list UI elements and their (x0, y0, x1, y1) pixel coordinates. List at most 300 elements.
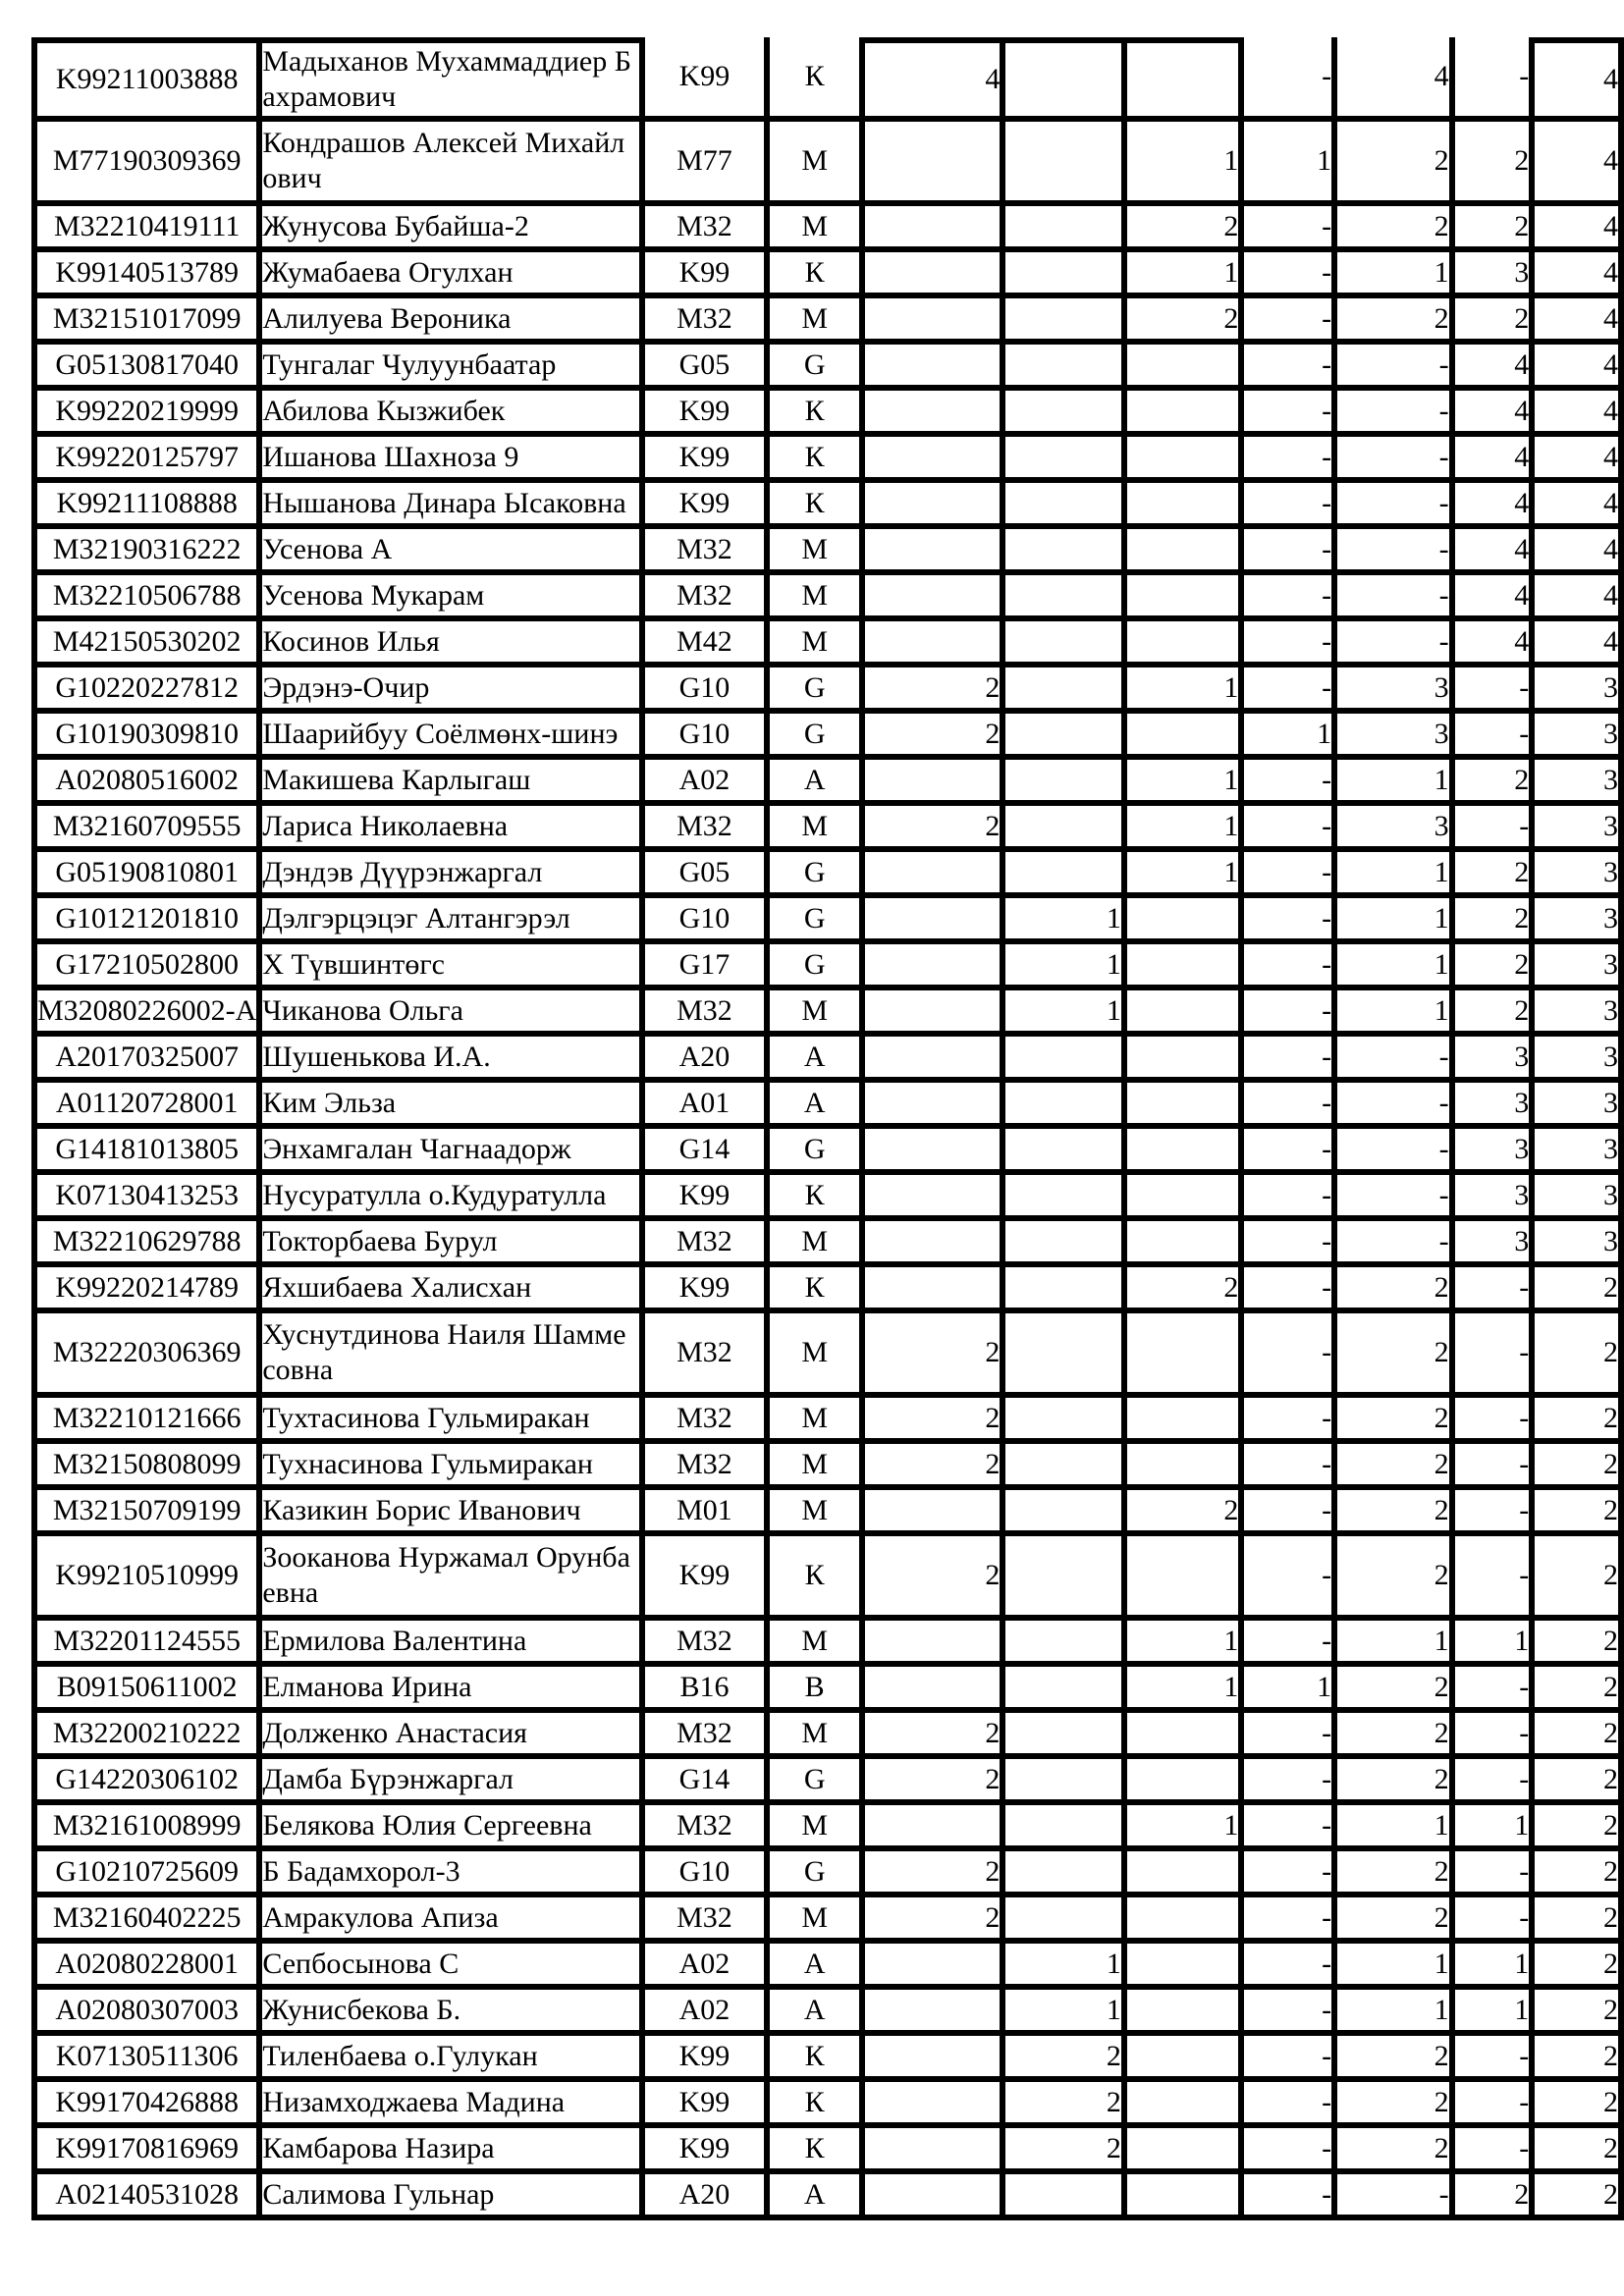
cell-letter: М (770, 1221, 865, 1267)
cell-id: K99220214789 (37, 1267, 262, 1313)
cell-id: М32190316222 (37, 529, 262, 575)
cell-score-4: - (1244, 667, 1337, 714)
cell-subtotal: 2 (1337, 206, 1455, 252)
cell-score-5: 2 (1455, 944, 1536, 990)
cell-id: K99220125797 (37, 437, 262, 483)
table-row (37, 1037, 1624, 1083)
table-row (37, 898, 1624, 944)
cell-score-4: - (1244, 1944, 1337, 1990)
cell-score-4: - (1244, 391, 1337, 437)
cell-score-4: - (1244, 1267, 1337, 1313)
cell-id: A02080307003 (37, 1990, 262, 2036)
cell-score-1: 2 (865, 714, 1005, 760)
table-row (37, 483, 1624, 529)
cell-name: Жунисбекова Б. (262, 1990, 644, 2036)
cell-score-5: 3 (1455, 1083, 1536, 1129)
table-row (37, 1990, 1624, 2036)
cell-subtotal: 3 (1337, 667, 1455, 714)
cell-score-2: 2 (1005, 2036, 1127, 2082)
cell-score-4: - (1244, 345, 1337, 391)
cell-score-1 (865, 944, 1005, 990)
cell-score-5: 2 (1455, 122, 1536, 206)
cell-total: 2 (1535, 1805, 1624, 1851)
cell-score-3 (1127, 1313, 1245, 1398)
cell-name: Ермилова Валентина (262, 1621, 644, 1667)
cell-code: K99 (645, 2082, 771, 2128)
cell-name: Нусуратулла о.Кудуратулла (262, 1175, 644, 1221)
cell-score-2 (1005, 575, 1127, 621)
cell-id: G14181013805 (37, 1129, 262, 1175)
cell-code: М32 (645, 575, 771, 621)
cell-score-4: - (1244, 1536, 1337, 1621)
table-row (37, 1129, 1624, 1175)
cell-score-2 (1005, 621, 1127, 667)
cell-score-1: 2 (865, 806, 1005, 852)
cell-name: Дэндэв Дүүрэнжаргал (262, 852, 644, 898)
cell-code: М32 (645, 1805, 771, 1851)
cell-score-1 (865, 2082, 1005, 2128)
cell-letter: К (770, 1267, 865, 1313)
table-row (37, 2128, 1624, 2174)
table-row (37, 1398, 1624, 1444)
cell-letter: К (770, 2036, 865, 2082)
cell-total: 2 (1535, 2128, 1624, 2174)
cell-score-4: - (1244, 1805, 1337, 1851)
cell-score-3 (1127, 1398, 1245, 1444)
cell-score-2 (1005, 667, 1127, 714)
cell-subtotal: 1 (1337, 1621, 1455, 1667)
cell-name: Чиканова Ольга (262, 990, 644, 1037)
cell-score-4: - (1244, 2128, 1337, 2174)
cell-score-4: - (1244, 1037, 1337, 1083)
cell-subtotal: 2 (1337, 298, 1455, 345)
cell-subtotal: 1 (1337, 852, 1455, 898)
cell-score-5: - (1455, 1267, 1536, 1313)
cell-letter: G (770, 898, 865, 944)
cell-score-1 (865, 2128, 1005, 2174)
table-row (37, 1759, 1624, 1805)
cell-total: 2 (1535, 1621, 1624, 1667)
table-row (37, 2082, 1624, 2128)
cell-name: Дэлгэрцэцэг Алтангэрэл (262, 898, 644, 944)
cell-score-2 (1005, 1444, 1127, 1490)
cell-score-3: 2 (1127, 1267, 1245, 1313)
cell-score-1 (865, 252, 1005, 298)
cell-score-3 (1127, 2036, 1245, 2082)
cell-total: 4 (1535, 37, 1624, 122)
cell-letter: М (770, 621, 865, 667)
cell-score-5: 2 (1455, 898, 1536, 944)
cell-letter: К (770, 2128, 865, 2174)
cell-score-2 (1005, 345, 1127, 391)
cell-score-2 (1005, 391, 1127, 437)
cell-letter: А (770, 2174, 865, 2220)
cell-score-1 (865, 206, 1005, 252)
cell-id: G14220306102 (37, 1759, 262, 1805)
cell-code: G10 (645, 898, 771, 944)
cell-score-1 (865, 1221, 1005, 1267)
cell-name: Усенова Мукарам (262, 575, 644, 621)
cell-score-5: 3 (1455, 252, 1536, 298)
cell-letter: А (770, 1944, 865, 1990)
cell-name: Ишанова Шахноза 9 (262, 437, 644, 483)
cell-total: 3 (1535, 1083, 1624, 1129)
cell-subtotal: - (1337, 621, 1455, 667)
cell-code: G10 (645, 667, 771, 714)
cell-name: Казикин Борис Иванович (262, 1490, 644, 1536)
cell-score-1: 2 (865, 1713, 1005, 1759)
cell-id: М32160709555 (37, 806, 262, 852)
cell-id: G17210502800 (37, 944, 262, 990)
cell-subtotal: 1 (1337, 1944, 1455, 1990)
cell-score-4: - (1244, 37, 1337, 122)
cell-id: K99170816969 (37, 2128, 262, 2174)
cell-score-4: - (1244, 760, 1337, 806)
cell-score-5: 3 (1455, 1175, 1536, 1221)
cell-name: Алилуева Вероника (262, 298, 644, 345)
cell-subtotal: 3 (1337, 714, 1455, 760)
cell-score-4: - (1244, 621, 1337, 667)
cell-total: 3 (1535, 1175, 1624, 1221)
cell-score-5: - (1455, 667, 1536, 714)
cell-score-4: - (1244, 1897, 1337, 1944)
cell-score-2 (1005, 298, 1127, 345)
cell-code: М32 (645, 206, 771, 252)
cell-score-2 (1005, 1313, 1127, 1398)
cell-letter: М (770, 806, 865, 852)
cell-score-4: - (1244, 1398, 1337, 1444)
cell-score-4: - (1244, 990, 1337, 1037)
cell-score-4: - (1244, 1990, 1337, 2036)
cell-score-5: 1 (1455, 1944, 1536, 1990)
table-row (37, 1897, 1624, 1944)
cell-total: 4 (1535, 529, 1624, 575)
cell-score-5: 2 (1455, 298, 1536, 345)
cell-code: М32 (645, 806, 771, 852)
table-row (37, 1851, 1624, 1897)
cell-letter: К (770, 37, 865, 122)
cell-score-3: 1 (1127, 1805, 1245, 1851)
cell-subtotal: - (1337, 437, 1455, 483)
cell-score-1 (865, 2174, 1005, 2220)
cell-score-2 (1005, 1398, 1127, 1444)
cell-code: K99 (645, 2128, 771, 2174)
cell-name: Кондрашов Алексей Михайлович (262, 122, 644, 206)
cell-score-4: - (1244, 1713, 1337, 1759)
cell-score-2 (1005, 37, 1127, 122)
table-row (37, 437, 1624, 483)
cell-score-3 (1127, 621, 1245, 667)
cell-id: K07130511306 (37, 2036, 262, 2082)
cell-total: 4 (1535, 206, 1624, 252)
cell-score-3 (1127, 1037, 1245, 1083)
cell-score-4: - (1244, 1851, 1337, 1897)
cell-total: 3 (1535, 852, 1624, 898)
cell-score-3 (1127, 575, 1245, 621)
cell-score-3 (1127, 944, 1245, 990)
cell-subtotal: - (1337, 1083, 1455, 1129)
cell-name: Салимова Гульнар (262, 2174, 644, 2220)
cell-score-3: 2 (1127, 1490, 1245, 1536)
cell-total: 3 (1535, 1037, 1624, 1083)
cell-code: K99 (645, 483, 771, 529)
cell-score-1: 2 (865, 667, 1005, 714)
cell-code: М77 (645, 122, 771, 206)
cell-score-2 (1005, 1490, 1127, 1536)
cell-score-4: - (1244, 1759, 1337, 1805)
cell-total: 2 (1535, 2036, 1624, 2082)
cell-id: М32151017099 (37, 298, 262, 345)
table-row (37, 621, 1624, 667)
cell-code: A20 (645, 1037, 771, 1083)
results-table (31, 37, 1624, 2220)
cell-score-1: 2 (865, 1444, 1005, 1490)
cell-score-4: - (1244, 1444, 1337, 1490)
cell-score-4: - (1244, 437, 1337, 483)
cell-score-3 (1127, 529, 1245, 575)
cell-score-1 (865, 2036, 1005, 2082)
cell-id: М77190309369 (37, 122, 262, 206)
cell-id: М42150530202 (37, 621, 262, 667)
cell-total: 4 (1535, 575, 1624, 621)
cell-code: K99 (645, 1175, 771, 1221)
cell-code: М32 (645, 1713, 771, 1759)
cell-score-2 (1005, 1759, 1127, 1805)
cell-score-5: - (1455, 1313, 1536, 1398)
cell-letter: G (770, 345, 865, 391)
cell-name: Усенова А (262, 529, 644, 575)
cell-score-1: 2 (865, 1536, 1005, 1621)
cell-score-1 (865, 898, 1005, 944)
cell-score-2 (1005, 1621, 1127, 1667)
cell-score-2 (1005, 1897, 1127, 1944)
cell-subtotal: 2 (1337, 1667, 1455, 1713)
cell-score-2: 1 (1005, 944, 1127, 990)
cell-total: 3 (1535, 806, 1624, 852)
cell-total: 4 (1535, 437, 1624, 483)
cell-id: A01120728001 (37, 1083, 262, 1129)
cell-score-2 (1005, 252, 1127, 298)
table-row (37, 37, 1624, 122)
table-row (37, 1313, 1624, 1398)
cell-name: Токторбаева Бурул (262, 1221, 644, 1267)
cell-id: М32161008999 (37, 1805, 262, 1851)
cell-score-1 (865, 1083, 1005, 1129)
cell-letter: М (770, 1713, 865, 1759)
cell-letter: А (770, 1990, 865, 2036)
cell-id: М32200210222 (37, 1713, 262, 1759)
cell-score-4: - (1244, 1129, 1337, 1175)
cell-score-5: - (1455, 37, 1536, 122)
cell-score-1 (865, 391, 1005, 437)
cell-id: A20170325007 (37, 1037, 262, 1083)
cell-total: 4 (1535, 122, 1624, 206)
cell-id: G10210725609 (37, 1851, 262, 1897)
cell-score-2 (1005, 760, 1127, 806)
cell-score-1 (865, 345, 1005, 391)
cell-score-5: - (1455, 806, 1536, 852)
cell-name: Косинов Илья (262, 621, 644, 667)
cell-name: Камбарова Назира (262, 2128, 644, 2174)
cell-score-2 (1005, 1536, 1127, 1621)
table-row (37, 2036, 1624, 2082)
cell-score-1 (865, 1805, 1005, 1851)
cell-score-4: - (1244, 1175, 1337, 1221)
cell-score-4: - (1244, 2082, 1337, 2128)
cell-subtotal: 1 (1337, 898, 1455, 944)
cell-subtotal: 4 (1337, 37, 1455, 122)
cell-score-5: - (1455, 1851, 1536, 1897)
cell-subtotal: 2 (1337, 2082, 1455, 2128)
cell-code: A02 (645, 1944, 771, 1990)
cell-name: Шаарийбуу Соёлмөнх-шинэ (262, 714, 644, 760)
cell-score-5: - (1455, 1536, 1536, 1621)
cell-score-2 (1005, 483, 1127, 529)
cell-name: Х Түвшинтөгс (262, 944, 644, 990)
cell-id: М32150709199 (37, 1490, 262, 1536)
table-row (37, 1175, 1624, 1221)
cell-subtotal: 3 (1337, 806, 1455, 852)
cell-subtotal: 1 (1337, 990, 1455, 1037)
cell-total: 2 (1535, 1667, 1624, 1713)
table-row (37, 298, 1624, 345)
cell-score-1 (865, 1175, 1005, 1221)
cell-id: K99170426888 (37, 2082, 262, 2128)
cell-score-5: 4 (1455, 621, 1536, 667)
cell-score-5: - (1455, 1897, 1536, 1944)
cell-id: K99210510999 (37, 1536, 262, 1621)
cell-subtotal: - (1337, 1129, 1455, 1175)
cell-letter: М (770, 206, 865, 252)
table-row (37, 1490, 1624, 1536)
cell-letter: М (770, 298, 865, 345)
cell-letter: А (770, 760, 865, 806)
cell-code: М42 (645, 621, 771, 667)
cell-score-2 (1005, 1175, 1127, 1221)
table-row (37, 1267, 1624, 1313)
cell-letter: G (770, 714, 865, 760)
cell-score-2 (1005, 1667, 1127, 1713)
cell-score-3 (1127, 437, 1245, 483)
cell-score-4: - (1244, 252, 1337, 298)
cell-total: 4 (1535, 483, 1624, 529)
cell-score-1 (865, 1267, 1005, 1313)
cell-score-3 (1127, 1083, 1245, 1129)
cell-score-1 (865, 1944, 1005, 1990)
cell-score-4: - (1244, 529, 1337, 575)
cell-score-1 (865, 1621, 1005, 1667)
cell-score-5: - (1455, 1398, 1536, 1444)
cell-name: Энхамгалан Чагнаадорж (262, 1129, 644, 1175)
cell-score-3: 1 (1127, 852, 1245, 898)
cell-score-1 (865, 298, 1005, 345)
cell-score-2 (1005, 1805, 1127, 1851)
cell-score-4: - (1244, 298, 1337, 345)
cell-score-5: 4 (1455, 483, 1536, 529)
cell-letter: М (770, 1398, 865, 1444)
cell-letter: М (770, 1621, 865, 1667)
cell-score-5: - (1455, 2082, 1536, 2128)
cell-letter: М (770, 1490, 865, 1536)
table-row (37, 1536, 1624, 1621)
cell-score-1 (865, 760, 1005, 806)
cell-total: 2 (1535, 1536, 1624, 1621)
cell-letter: М (770, 990, 865, 1037)
cell-subtotal: 2 (1337, 1444, 1455, 1490)
cell-score-5: 1 (1455, 1621, 1536, 1667)
cell-code: A01 (645, 1083, 771, 1129)
cell-score-5: 2 (1455, 206, 1536, 252)
cell-total: 2 (1535, 1398, 1624, 1444)
cell-id: G05190810801 (37, 852, 262, 898)
table-row (37, 714, 1624, 760)
cell-name: Елманова Ирина (262, 1667, 644, 1713)
cell-id: G10190309810 (37, 714, 262, 760)
cell-score-2 (1005, 1083, 1127, 1129)
cell-score-2 (1005, 1221, 1127, 1267)
cell-code: G14 (645, 1759, 771, 1805)
cell-name: Шушенькова И.А. (262, 1037, 644, 1083)
cell-total: 2 (1535, 1713, 1624, 1759)
table-row (37, 529, 1624, 575)
cell-letter: G (770, 852, 865, 898)
cell-total: 4 (1535, 345, 1624, 391)
cell-score-5: 3 (1455, 1221, 1536, 1267)
cell-total: 2 (1535, 1759, 1624, 1805)
table-row (37, 1667, 1624, 1713)
cell-total: 3 (1535, 944, 1624, 990)
table-row (37, 1083, 1624, 1129)
cell-name: Жумабаева Огулхан (262, 252, 644, 298)
table-row (37, 1713, 1624, 1759)
cell-score-1 (865, 621, 1005, 667)
cell-id: A02140531028 (37, 2174, 262, 2220)
cell-id: М32160402225 (37, 1897, 262, 1944)
cell-score-3: 1 (1127, 1621, 1245, 1667)
cell-name: Мадыханов Мухаммаддиер Бахрамович (262, 37, 644, 122)
cell-score-1 (865, 1037, 1005, 1083)
cell-name: Нышанова Динара Ысаковна (262, 483, 644, 529)
cell-score-2: 1 (1005, 1990, 1127, 2036)
cell-code: A02 (645, 1990, 771, 2036)
cell-score-4: - (1244, 2036, 1337, 2082)
cell-letter: М (770, 122, 865, 206)
cell-score-4: - (1244, 898, 1337, 944)
cell-score-2 (1005, 1267, 1127, 1313)
cell-score-1: 2 (865, 1897, 1005, 1944)
cell-score-4: - (1244, 944, 1337, 990)
cell-score-3 (1127, 990, 1245, 1037)
cell-score-4: - (1244, 1490, 1337, 1536)
cell-name: Эрдэнэ-Очир (262, 667, 644, 714)
cell-code: K99 (645, 2036, 771, 2082)
cell-score-4: - (1244, 483, 1337, 529)
cell-id: М32210419111 (37, 206, 262, 252)
cell-letter: К (770, 1536, 865, 1621)
cell-name: Амракулова Апиза (262, 1897, 644, 1944)
cell-letter: М (770, 1805, 865, 1851)
cell-score-3 (1127, 1851, 1245, 1897)
cell-score-2 (1005, 1851, 1127, 1897)
cell-subtotal: 1 (1337, 1990, 1455, 2036)
cell-id: G10220227812 (37, 667, 262, 714)
cell-total: 3 (1535, 898, 1624, 944)
cell-id: K99220219999 (37, 391, 262, 437)
table-row (37, 990, 1624, 1037)
cell-subtotal: 2 (1337, 2036, 1455, 2082)
cell-score-4: - (1244, 852, 1337, 898)
cell-score-2 (1005, 437, 1127, 483)
